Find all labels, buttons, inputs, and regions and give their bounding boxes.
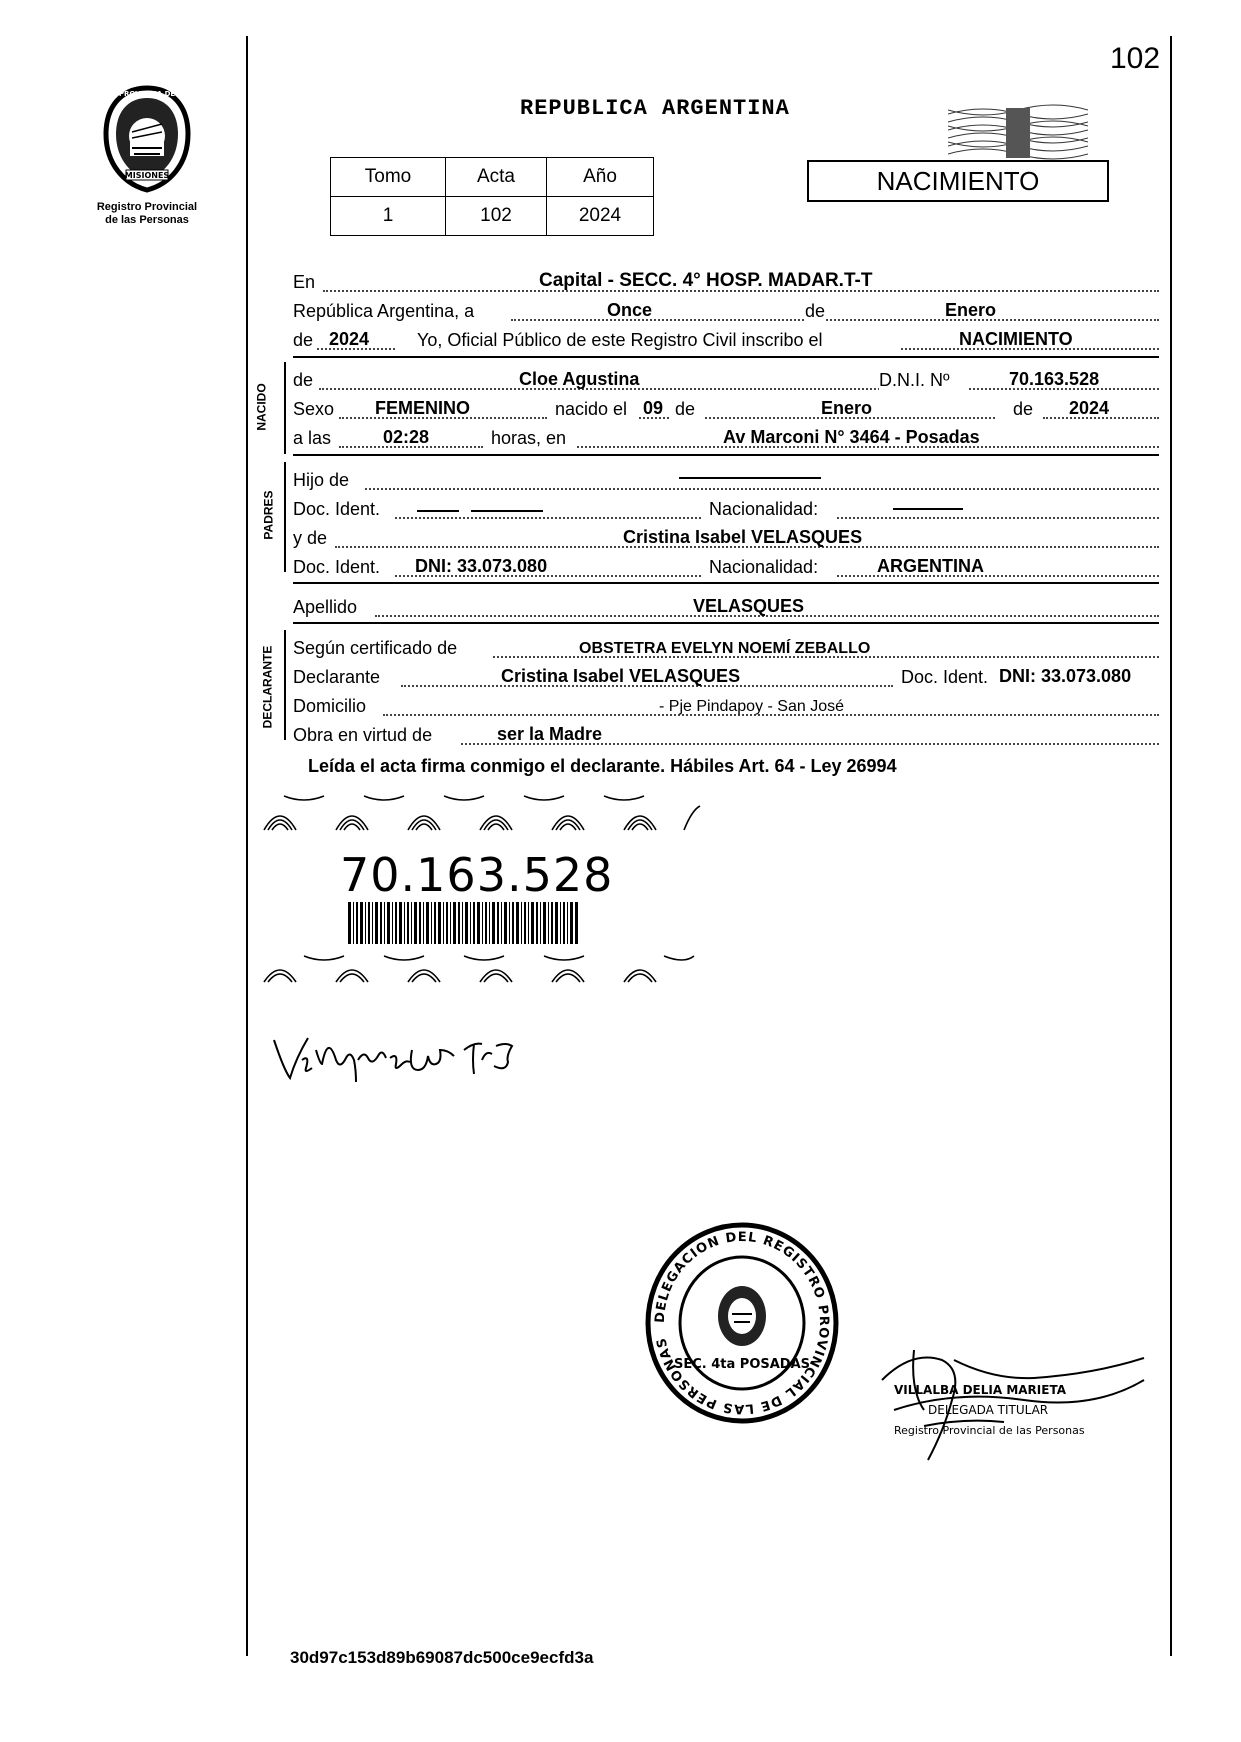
header-tomo: Tomo: [331, 158, 446, 197]
value-dni-nacido: 70.163.528: [1009, 369, 1100, 389]
document-hash: 30d97c153d89b69087dc500ce9ecfd3a: [290, 1648, 594, 1667]
right-margin-line: [1170, 36, 1172, 1656]
row-domicilio: Domicilio - Pje Pindapoy - San José: [293, 692, 1159, 719]
misiones-crest-icon: [92, 84, 202, 194]
value-lugar-nacimiento: Av Marconi N° 3464 - Posadas: [723, 427, 980, 447]
value-apellido: VELASQUES: [693, 596, 805, 616]
value-dia-inscripcion: Once: [607, 300, 653, 320]
official-signature-stamp-icon: [874, 1340, 1164, 1470]
barcode-icon: [348, 902, 578, 944]
value-anio: 2024: [547, 197, 654, 236]
guilloche-icon: [948, 104, 1088, 162]
stamp-line2: DELEGADA TITULAR: [928, 1403, 1049, 1417]
logo-ring-top: PROVINCIA DE: [118, 90, 176, 98]
stamp-line3: Registro Provincial de las Personas: [894, 1424, 1085, 1437]
value-tomo: 1: [331, 197, 446, 236]
redacted-line: [893, 508, 963, 510]
value-nombre: Cloe Agustina: [519, 369, 640, 389]
provincial-logo: [82, 84, 212, 227]
value-anio-nacimiento: 2024: [1069, 398, 1110, 418]
row-doc-padre: Doc. Ident. Nacionalidad:: [293, 495, 1159, 522]
row-republica: República Argentina, a Once de Enero: [293, 297, 1159, 324]
value-obra: ser la Madre: [497, 724, 603, 744]
value-madre-nacionalidad: ARGENTINA: [877, 556, 984, 576]
logo-caption: Registro Provincial de las Personas: [96, 201, 198, 226]
value-domicilio: - Pje Pindapoy - San José: [659, 698, 844, 715]
row-nacido-hora: a las 02:28 horas, en Av Marconi N° 3464 - Posadas: [293, 424, 1159, 451]
section-padres-label: PADRES: [261, 490, 276, 540]
value-madre-doc: DNI: 33.073.080: [415, 556, 548, 576]
redacted-line: [471, 510, 543, 512]
value-acta: 102: [446, 197, 547, 236]
value-inscribo: NACIMIENTO: [959, 329, 1073, 349]
value-certificado: OBSTETRA EVELYN NOEMÍ ZEBALLO: [579, 640, 871, 657]
row-y-de: y de Cristina Isabel VELASQUES: [293, 524, 1159, 551]
value-mes-inscripcion: Enero: [945, 300, 997, 320]
value-declarante-doc: DNI: 33.073.080: [999, 666, 1132, 686]
row-en: [293, 268, 1159, 295]
section-declarante-label: DECLARANTE: [260, 645, 275, 729]
label-en: En: [293, 272, 316, 292]
value-mes-nacimiento: Enero: [821, 398, 873, 418]
declarant-signature-icon: [268, 1020, 528, 1090]
value-sexo: FEMENINO: [375, 398, 471, 418]
header-acta: Acta: [446, 158, 547, 197]
seal-ring-text: DELEGACION DEL REGISTRO PROVINCIAL DE LAS PERSONAS: [652, 1229, 832, 1417]
delegation-seal-icon: [642, 1218, 842, 1428]
security-pattern-icon: [254, 952, 704, 986]
value-anio-inscripcion: 2024: [329, 329, 370, 349]
row-nacido-sexo: Sexo FEMENINO nacido el 09 de Enero de 2024: [293, 395, 1159, 422]
row-apellido: Apellido VELASQUES: [293, 593, 1159, 620]
value-madre-nombre: Cristina Isabel VELASQUES: [623, 527, 863, 547]
acta-type-box: NACIMIENTO: [807, 160, 1109, 202]
redacted-line: [417, 510, 459, 512]
header-anio: Año: [547, 158, 654, 197]
row-certificado: Según certificado de OBSTETRA EVELYN NOEMÍ ZEBALLO: [293, 634, 1159, 661]
value-hora: 02:28: [383, 427, 430, 447]
row-nacido-nombre: de Cloe Agustina D.N.I. Nº 70.163.528: [293, 366, 1159, 393]
footer-note: Leída el acta firma conmigo el declarante. Hábiles Art. 64 - Ley 26994: [308, 756, 897, 776]
row-hijo-de: Hijo de: [293, 466, 1159, 493]
page-number: 102: [1110, 42, 1161, 75]
section-nacido-label: NACIDO: [254, 383, 269, 431]
row-obra: Obra en virtud de ser la Madre: [293, 721, 1159, 748]
registry-table: [330, 157, 654, 236]
stamp-line1: VILLALBA DELIA MARIETA: [894, 1383, 1066, 1397]
value-dia-nacimiento: 09: [643, 398, 664, 418]
left-margin-line: [246, 36, 248, 1656]
document-title: REPUBLICA ARGENTINA: [520, 96, 790, 121]
row-yo: de 2024 Yo, Oficial Público de este Registro Civil inscribo el NACIMIENTO: [293, 326, 1159, 353]
redacted-line: [679, 477, 821, 479]
value-declarante: Cristina Isabel VELASQUES: [501, 666, 741, 686]
logo-ring-bottom: MISIONES: [124, 171, 170, 180]
seal-inner-text: SEC. 4ta POSADAS: [673, 1357, 811, 1372]
stamp-id-number: 70.163.528: [340, 848, 614, 902]
value-lugar-registro: Capital - SECC. 4° HOSP. MADAR.T-T: [539, 270, 873, 291]
row-declarante: Declarante Cristina Isabel VELASQUES Doc. Ident. DNI: 33.073.080: [293, 666, 1132, 687]
row-doc-madre: Doc. Ident. DNI: 33.073.080 Nacionalidad: ARGENTINA: [293, 553, 1159, 580]
security-pattern-icon: [254, 790, 704, 836]
